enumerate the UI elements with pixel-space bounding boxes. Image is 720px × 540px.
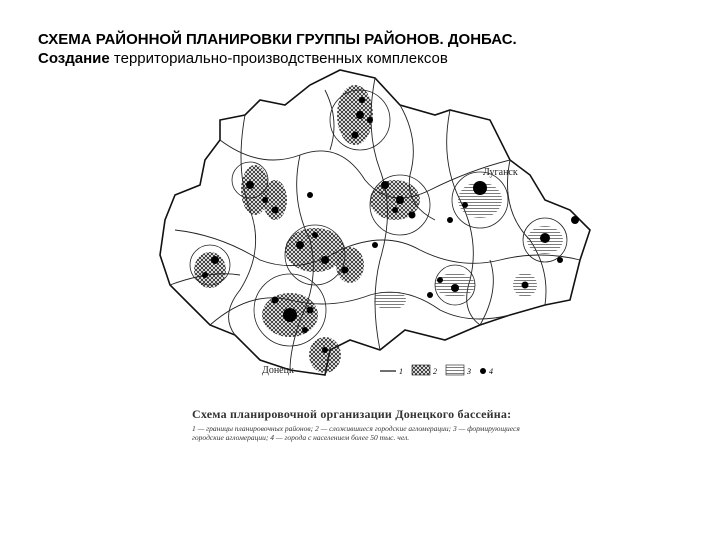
- map-legend: [380, 365, 493, 376]
- region-boundary: [160, 70, 590, 375]
- caption-heading: Схема планировочной организации Донецкого бассейна:: [192, 407, 512, 421]
- map-caption: [192, 407, 522, 442]
- legend-label-2: 2: [433, 367, 437, 376]
- cities: [202, 97, 579, 353]
- agglomerations: [194, 85, 563, 373]
- city-label-donetsk: Донецк: [262, 365, 294, 376]
- caption-body: 1 — границы планировочных районов; 2 — сложившиеся городские агломерации; 3 — формирующиеся городские агломерации; 4 — города с населением более 50 тыс. чел.: [192, 424, 520, 442]
- title-line-2-bold: Создание: [38, 50, 110, 67]
- agglomeration-circles: [190, 90, 567, 346]
- title-line-1: СХЕМА РАЙОННОЙ ПЛАНИРОВКИ ГРУППЫ РАЙОНОВ. ДОНБАС.: [38, 31, 517, 48]
- donbass-planning-map: [150, 60, 600, 390]
- legend-label-4: 4: [489, 367, 493, 376]
- title-line-2-rest: территориально-производственных комплексов: [109, 50, 448, 67]
- legend-label-1: 1: [399, 367, 403, 376]
- legend-label-3: 3: [467, 367, 471, 376]
- district-boundaries: [170, 78, 580, 370]
- city-label-lugansk: Луганск: [483, 167, 518, 178]
